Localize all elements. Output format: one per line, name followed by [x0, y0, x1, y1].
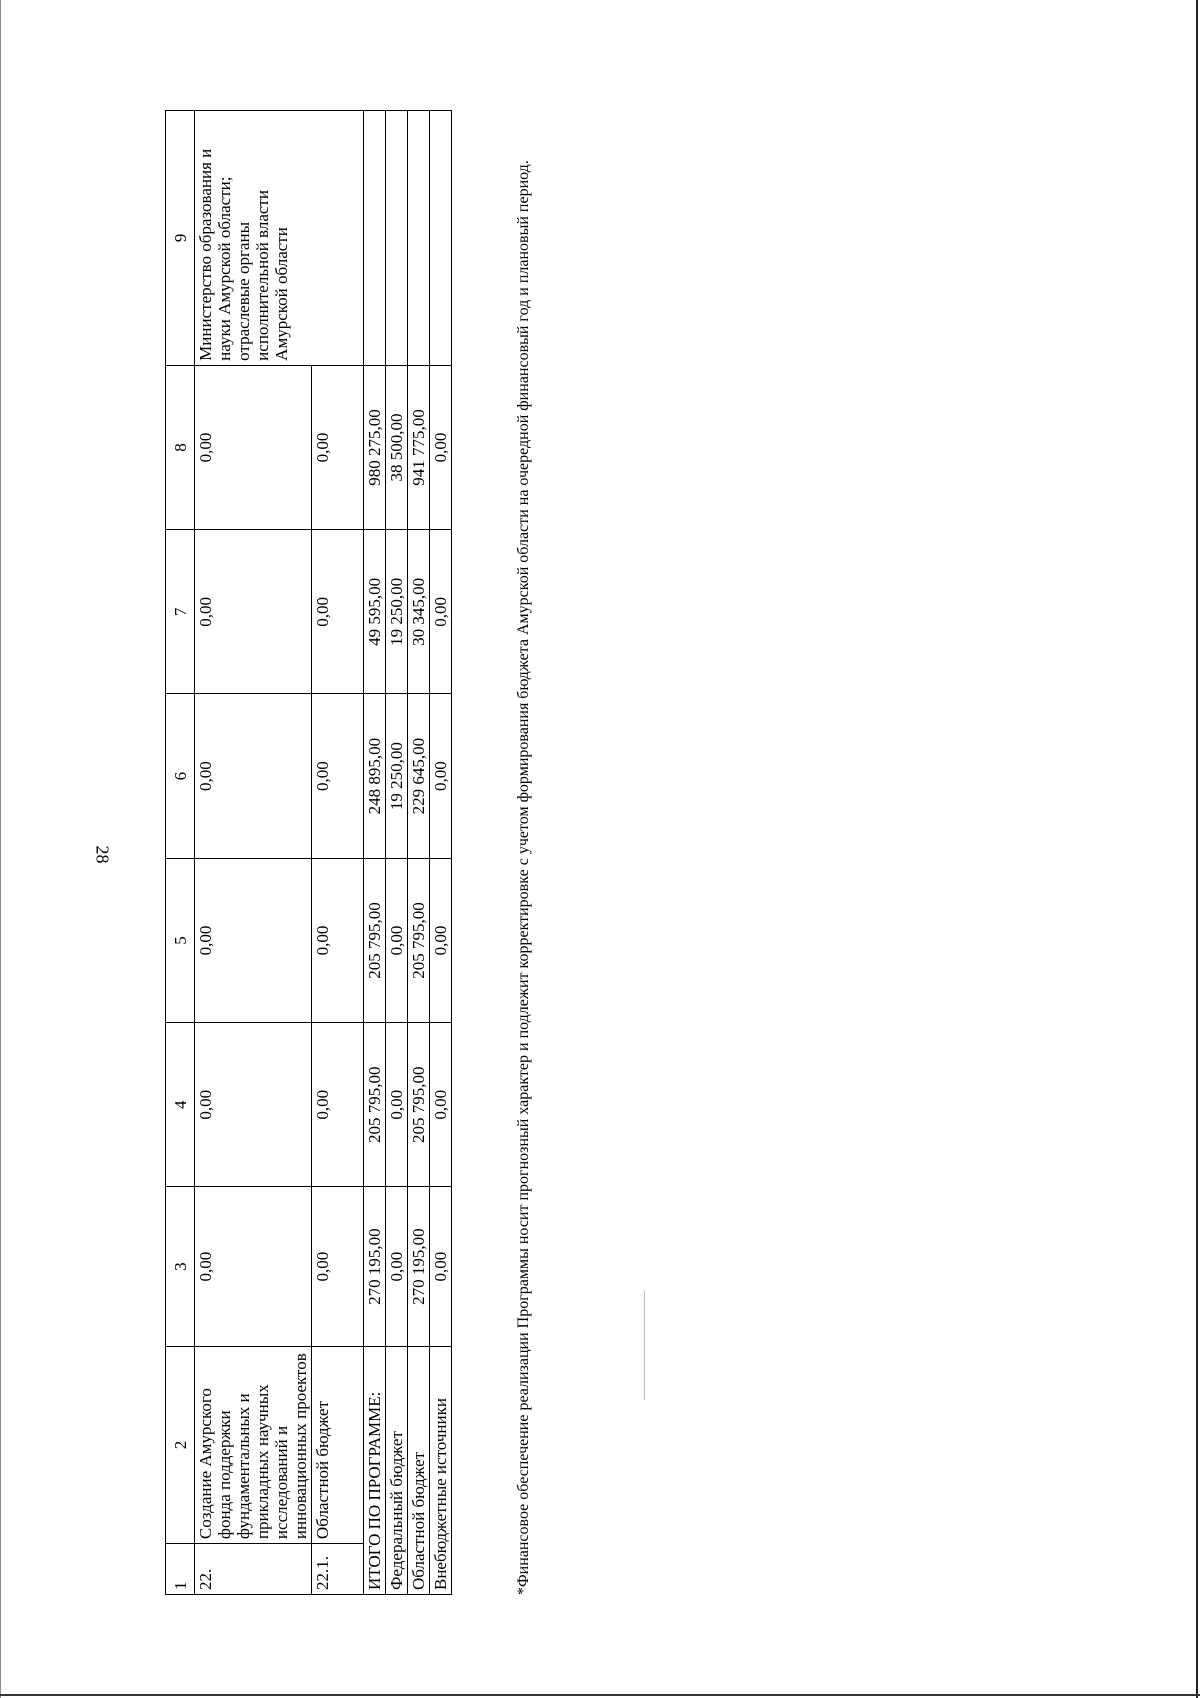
total-label: Федеральный бюджет: [386, 1346, 408, 1594]
value-cell: 0,00: [195, 530, 312, 694]
value-cell: 0,00: [195, 858, 312, 1022]
value-cell: 0,00: [195, 1023, 312, 1187]
value-cell: 38 500,00: [386, 365, 408, 529]
value-cell: 0,00: [195, 1187, 312, 1346]
value-cell: 205 795,00: [408, 858, 430, 1022]
table-row: [195, 111, 312, 1595]
value-cell: 270 195,00: [364, 1187, 386, 1346]
financing-table: [165, 110, 452, 1595]
column-number: 5: [166, 858, 195, 1022]
total-row: [364, 111, 386, 1595]
column-number: 9: [166, 111, 195, 366]
total-label: Внебюджетные источники: [430, 1346, 452, 1594]
value-cell: 0,00: [430, 365, 452, 529]
rotated-page-content: [165, 110, 565, 1595]
value-cell: 19 250,00: [386, 530, 408, 694]
value-cell: 19 250,00: [386, 694, 408, 858]
value-cell: 0,00: [386, 858, 408, 1022]
value-cell: 49 595,00: [364, 530, 386, 694]
column-number: 6: [166, 694, 195, 858]
value-cell: 0,00: [312, 530, 364, 694]
total-row: [386, 111, 408, 1595]
row-name: Создание Амурского фонда поддержки фундаментальных и прикладных научных исследований и инновационных проектов: [195, 1346, 312, 1543]
page-number: 28: [92, 845, 113, 864]
empty-cell: [408, 111, 430, 366]
column-number: 8: [166, 365, 195, 529]
row-name: Областной бюджет: [312, 1346, 364, 1543]
column-number: 7: [166, 530, 195, 694]
value-cell: 0,00: [430, 1023, 452, 1187]
value-cell: 0,00: [312, 1023, 364, 1187]
total-row: [408, 111, 430, 1595]
total-row: [430, 111, 452, 1595]
column-number: 4: [166, 1023, 195, 1187]
scan-edge-left: [0, 0, 1, 1698]
value-cell: 0,00: [312, 1187, 364, 1346]
value-cell: 0,00: [430, 858, 452, 1022]
scan-artifact-line: [644, 1290, 645, 1400]
value-cell: 0,00: [195, 694, 312, 858]
header-row: [166, 111, 195, 1595]
empty-cell: [430, 111, 452, 366]
value-cell: 0,00: [312, 694, 364, 858]
total-label: ИТОГО ПО ПРОГРАММЕ:: [364, 1346, 386, 1594]
value-cell: 205 795,00: [408, 1023, 430, 1187]
value-cell: 0,00: [430, 694, 452, 858]
column-number: 1: [166, 1544, 195, 1595]
scan-edge-right: [1196, 0, 1198, 1698]
executor-cell: Министерство образования и науки Амурской области; отраслевые органы исполнительной власти Амурской области: [195, 111, 364, 366]
value-cell: 0,00: [386, 1187, 408, 1346]
value-cell: 0,00: [312, 858, 364, 1022]
column-number: 3: [166, 1187, 195, 1346]
value-cell: 0,00: [430, 1187, 452, 1346]
footnote: *Финансовое обеспечение реализации Программы носит прогнозный характер и подлежит корректировке с учетом формирования бюджета Амурской области на очередной финансовый год и плановый период.: [515, 160, 532, 1595]
value-cell: 0,00: [195, 365, 312, 529]
empty-cell: [386, 111, 408, 366]
value-cell: 0,00: [386, 1023, 408, 1187]
value-cell: 229 645,00: [408, 694, 430, 858]
value-cell: 941 775,00: [408, 365, 430, 529]
empty-cell: [364, 111, 386, 366]
value-cell: 248 895,00: [364, 694, 386, 858]
row-number: 22.: [195, 1544, 312, 1595]
value-cell: 270 195,00: [408, 1187, 430, 1346]
row-number: 22.1.: [312, 1544, 364, 1595]
value-cell: 205 795,00: [364, 1023, 386, 1187]
value-cell: 205 795,00: [364, 858, 386, 1022]
total-label: Областной бюджет: [408, 1346, 430, 1594]
value-cell: 0,00: [312, 365, 364, 529]
value-cell: 30 345,00: [408, 530, 430, 694]
scan-edge-bottom: [0, 1694, 1200, 1696]
column-number: 2: [166, 1346, 195, 1543]
value-cell: 0,00: [430, 530, 452, 694]
value-cell: 980 275,00: [364, 365, 386, 529]
